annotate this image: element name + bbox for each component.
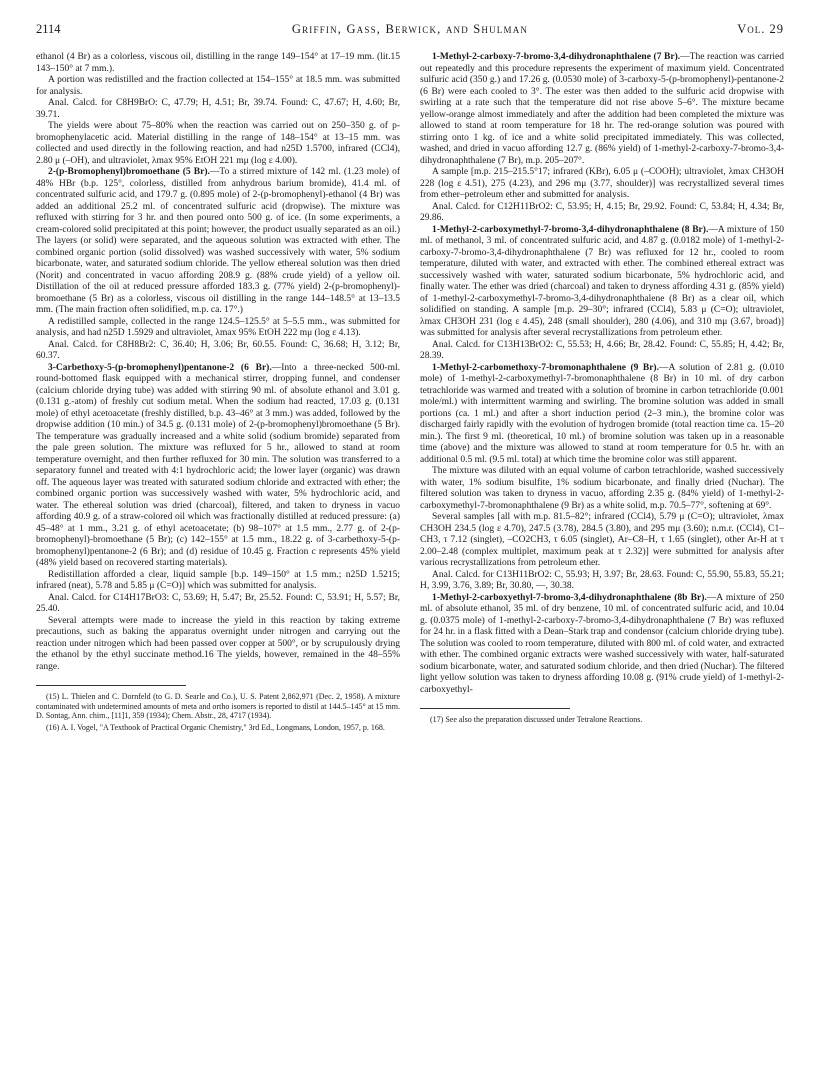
- compound-heading: 2-(p-Bromophenyl)bromoethane (5 Br).: [48, 167, 210, 177]
- analysis-paragraph: Anal. Calcd. for C13H11BrO2: C, 55.93; H, 3.97; Br, 28.63. Found: C, 55.90, 55.83, 55.21; H, 3.99, 3.76, 3.89; Br, 30.80, —, 30.38.: [420, 569, 784, 591]
- procedure-text: —Into a three-necked 500-ml. round-bottomed flask equipped with a mechanical stirrer, dropping funnel, and condenser (calcium chloride drying tube) was added with stirring 90 ml. of absolute ethanol and 3.01 g. (0.131 g.-atom) of freshly cut sodium metal. When the sodium had reacted, 17.03 g. (0.131 mole) of ethyl acetoacetate (freshly distilled, b.p. 43–46° at 3 mm.) was added, followed by the dropwise addition (10 min.) of 34.5 g. (0.131 mole) of 2-(p-bromophenyl)bromoethane (5 Br). The temperature was gradually increased and a white solid (sodium bromide) separated from the pale green solution. The mixture was refluxed for 5 hr., allowed to stand at room temperature overnight, and then further refluxed for 30 min. The solution was transferred to a separatory funnel and treated with 4:1 hydrochloric acid; the lower layer (organic) was drawn off. The aqueous layer was treated with saturated sodium chloride and extracted with ether; the combined organic portion was successively washed with water, 5% hydrochloric acid, and water. The ethereal solution was dried (charcoal), filtered, and taken to dryness in vacuo affording 40.9 g. of a straw-colored oil which was fractionally distilled at reduced pressure: (a) 45–48° at 1 mm., 3.21 g. of ethyl acetoacetate; (b) 98–107° at 1.5 mm., 2.77 g. of 2-(p-bromophenyl)-bromoethane (5 Br); (c) 142–155° at 1.5 mm., 18.22 g. of 3-carbethoxy-5-(p-bromophenyl)pentanone-2 (6 Br); and (d) residue of 10.45 g. Fraction c represents 45% yield (48% yield based on recovered starting materials).: [36, 362, 400, 568]
- analysis-paragraph: Anal. Calcd. for C13H13BrO2: C, 55.53; H, 4.66; Br, 28.42. Found: C, 55.85; H, 4.42; Br, 28.39.: [420, 339, 784, 361]
- procedure-text: —A mixture of 250 ml. of absolute ethanol, 35 ml. of dry benzene, 10 ml. of concentrated sulfuric acid, and 10.04 g. (0.0375 mole) of 1-methyl-2-carboxy-7-bromo-3,4-dihydronaphthalene (7 Br) was refluxed for 24 hr. in a flask fitted with a Dean–Stark trap and condensor (calcium chloride drying tube). The solution was cooled to room temperature, diluted with 800 ml. of cold water, and extracted with ether. The combined organic extracts were washed successively with water, half-saturated sodium bicarbonate, water, and saturated sodium chloride, and then dried (Nuchar). The filtered light yellow solution was taken to dryness affording 10.08 g. (91% crude yield) of 1-methyl-2-carboxyethyl-: [420, 592, 784, 695]
- compound-heading: 1-Methyl-2-carboxymethyl-7-bromo-3,4-dihydronaphthalene (8 Br).: [432, 224, 709, 235]
- left-column: [36, 52, 400, 1062]
- volume-label: Vol. 29: [737, 22, 784, 36]
- procedure-paragraph: [36, 167, 400, 317]
- right-column: [420, 52, 784, 1062]
- paragraph: Several samples [all with m.p. 81.5–82°; infrared (CCl4), 5.79 μ (C=O); ultraviolet, λmax CH3OH 234.5 (log ε 4.70), 247.5 (3.78), 284.5 (3.80), and 295 mμ (3.60); n.m.r. (CCl4), C1–CH3, τ 7.12 (singlet), –CO2CH3, τ 6.05 (singlet), Ar–C8–H, τ 1.65 (singlet), other Ar-H at τ 2.00–2.48 (complex multiplet, maximum peak at τ 2.32)] were submitted for analysis after various recrystallizations from petroleum ether.: [420, 512, 784, 568]
- procedure-paragraph: [420, 225, 784, 340]
- page-number: 2114: [36, 22, 61, 36]
- procedure-text: —A mixture of 150 ml. of methanol, 3 ml. of concentrated sulfuric acid, and 4.87 g. (0.0182 mole) of 1-methyl-2-carboxy-7-bromo-3,4-dihydronaphthalene (7 Br) was refluxed for 12 hr., cooled to room temperature, diluted with water, and extracted with ether. The combined ethereal extract was successively washed with water, saturated sodium bicarbonate, 5% hydrochloric acid, and finally water. The ether was dried (charcoal) and taken to dryness affording 4.31 g. (85% yield) of 1-methyl-2-carboxymethyl-7-bromo-3,4-dihydronaphthalene (8 Br) as a clear oil, which solidified on standing. A sample [m.p. 29–30°; infrared (CCl4), 5.83 μ (C=O); ultraviolet, λmax CH3OH 231 (log ε 4.45), 248 (small shoulder), 280 (4.06), and 310 mμ (3.67, broad)] was submitted for analysis after several recrystallizations from petroleum ether.: [420, 224, 784, 338]
- paragraph: The yields were about 75–80% when the reaction was carried out on 250–350 g. of p-bromophenylacetic acid. Material distilling in the range of 148–154° at 13–15 mm. was collected and used directly in the following reaction, and had n25D 1.5700, infrared (CCl4), 2.80 μ (–OH), and ultraviolet, λmax 95% EtOH 221 mμ (log ε 4.00).: [36, 121, 400, 166]
- footnote: (15) L. Thielen and C. Dornfeld (to G. D. Searle and Co.), U. S. Patent 2,862,971 (Dec. 2, 1958). A mixture contaminated with undetermined amounts of meta and ortho isomers is reported to distil at 144.5–145° at 15 mm. D. Sontag, Ann. chim., [11]1, 359 (1934); Chem. Abstr., 28, 4717 (1934).: [36, 692, 400, 721]
- footnote: (16) A. I. Vogel, "A Textbook of Practical Organic Chemistry," 3rd Ed., Longmans, London, 1957, p. 168.: [46, 722, 385, 732]
- paragraph: A portion was redistilled and the fraction collected at 154–155° at 18.5 mm. was submitted for analysis.: [36, 75, 400, 97]
- paragraph: ethanol (4 Br) as a colorless, viscous oil, distilling in the range 149–154° at 17–19 mm. (lit.15 143–150° at 7 mm.).: [36, 52, 400, 74]
- footnote-divider: [420, 708, 570, 709]
- footnote-divider: [36, 685, 186, 686]
- analysis-paragraph: Anal. Calcd. for C8H9BrO: C, 47.79; H, 4.51; Br, 39.74. Found: C, 47.67; H, 4.60; Br, 39.71.: [36, 98, 400, 120]
- analysis-paragraph: Anal. Calcd. for C12H11BrO2: C, 53.95; H, 4.15; Br, 29.92. Found: C, 53.84; H, 4.34; Br, 29.86.: [420, 201, 784, 223]
- compound-heading: 1-Methyl-2-carboxyethyl-7-bromo-3,4-dihydronaphthalene (8b Br).: [432, 592, 707, 603]
- analysis-paragraph: Anal. Calcd. for C8H8Br2: C, 36.40; H, 3.06; Br, 60.55. Found: C, 36.68; H, 3.12; Br, 60.37.: [36, 339, 400, 361]
- procedure-text: —A solution of 2.81 g. (0.010 mole) of 1-methyl-2-carboxymethyl-7-bromonaphthalene (8 Br) in 10 ml. of dry carbon tetrachloride was warmed and treated with a solution of bromine in carbon tetrachloride (0.001 mole/ml.) with intermittent warming and swirling. The bromine solution was added in small portions (ca. 1 ml.) and after a short induction period (2–3 min.), the bromine color was discharged fairly rapidly with the evolution of hydrogen bromide (total reaction time ca. 15–20 min.). The first 9 ml. (theoretical, 10 ml.) of bromine solution was taken up in a reasonable time (above) and the mixture was allowed to stand at room temperature for 0.5 hr. with an additional 0.5 ml. (9.5 ml. total) at which time the bromine color was still apparent.: [420, 362, 784, 465]
- procedure-paragraph: [420, 52, 784, 167]
- procedure-paragraph: [420, 363, 784, 467]
- procedure-text: —The reaction was carried out repeatedly and this procedure represents the experiment of maximum yield. Concentrated sulfuric acid (350 g.) and 17.26 g. (0.0530 mole) of 3-carboxy-5-(p-bromophenyl)-pentanone-2 (6 Br) were each cooled to 3°. The ester was then added to the sulfuric acid dropwise with swirling at a rate such that the temperature did not rise above 5–6°. The mixture became yellow-orange almost immediately and after the addition had been completed the mixture was allowed to stand at room temperature for 18 hr. The red-orange solution was poured with stirring onto 1 kg. of ice and a white solid precipitated immediately. This was collected, washed, and dried in vacuo affording 12.7 g. (86% yield) of 1-methyl-2-carboxy-7-bromo-3,4-dihydronaphthalene (7 Br), m.p. 205–207°.: [420, 52, 784, 166]
- paragraph: The mixture was diluted with an equal volume of carbon tetrachloride, washed successively with water, 1% sodium bisulfite, 1% sodium bicarbonate, and finally dried (Nuchar). The filtered solution was taken to dryness in vacuo, affording 2.35 g. (84% yield) of 1-methyl-2-carboxymethyl-7-bromonaphthalene (9 Br) as a white solid, m.p. 70.5–77°, softening at 69°.: [420, 466, 784, 511]
- procedure-paragraph: [36, 363, 400, 570]
- compound-heading: 1-Methyl-2-carboxy-7-bromo-3,4-dihydronaphthalene (7 Br).: [432, 52, 681, 62]
- paragraph: Redistillation afforded a clear, liquid sample [b.p. 149–150° at 1.5 mm.; n25D 1.5215; infrared (neat), 5.78 and 5.85 μ (C=O)] which was submitted for analysis.: [36, 569, 400, 591]
- compound-heading: 3-Carbethoxy-5-(p-bromophenyl)pentanone-2 (6 Br).: [48, 362, 272, 373]
- compound-heading: 1-Methyl-2-carbomethoxy-7-bromonaphthalene (9 Br).: [432, 362, 659, 373]
- paragraph: A redistilled sample, collected in the range 124.5–125.5° at 5–5.5 mm., was submitted for analysis, and had n25D 1.5929 and ultraviolet, λmax 95% EtOH 222 mμ (log ε 4.13).: [36, 316, 400, 338]
- running-head-authors: Griffin, Gass, Berwick, and Shulman: [291, 22, 529, 36]
- analysis-paragraph: Anal. Calcd. for C14H17BrO3: C, 53.69; H, 5.47; Br, 25.52. Found: C, 53.91; H, 5.57; Br, 25.40.: [36, 592, 400, 614]
- footnote: (17) See also the preparation discussed under Tetralone Reactions.: [430, 715, 643, 724]
- procedure-paragraph: [420, 593, 784, 697]
- paragraph: A sample [m.p. 215–215.5°17; infrared (KBr), 6.05 μ (–COOH); ultraviolet, λmax CH3OH 228 (log ε 4.51), 275 (4.23), and 296 mμ (3.77, shoulder)] was recrystallized several times from ether–petroleum ether and submitted for analysis.: [420, 167, 784, 200]
- procedure-text: —To a stirred mixture of 142 ml. (1.23 mole) of 48% HBr (b.p. 125°, colorless, distilled from anhydrous barium bromide), 41.4 ml. of concentrated sulfuric acid, and 179.7 g. (0.895 mole) of 2-(p-bromophenyl)-ethanol (4 Br) was added an additional 25.2 ml. of concentrated sulfuric acid (dropwise). The mixture was refluxed with stirring for 3 hr. and then poured onto 500 g. of ice. (In some experiments, a cream-colored solid precipitated at this point; however, the product usually separated as an oil.) The layers (or solid) were separated, and the aqueous solution was extracted with ether. The combined organic portion (solid dissolved) was washed successively with water, 5% sodium bicarbonate, water, and saturated sodium chloride. The yellow ethereal solution was then dried (Norit) and concentrated in vacuo affording 208.9 g. (88% crude yield) of a yellow oil. Distillation of the oil at reduced pressure afforded 183.3 g. (77% yield) 2-(p-bromophenyl)-bromoethane (5 Br) as a colorless, viscous oil distilling in the range 144–148.5° at 13–13.5 mm. (The main fraction often solidified, m.p. ca. 17°.): [36, 167, 400, 315]
- paragraph: Several attempts were made to increase the yield in this reaction by taking extreme precautions, such as baking the apparatus overnight under nitrogen and carrying out the reaction under nitrogen which had been passed over copper at 500°, or by scrupulously drying the ethanol by the ethyl succinate method.16 The yields, however, remained in the 48–55% range.: [36, 615, 400, 672]
- page-header: [36, 22, 784, 40]
